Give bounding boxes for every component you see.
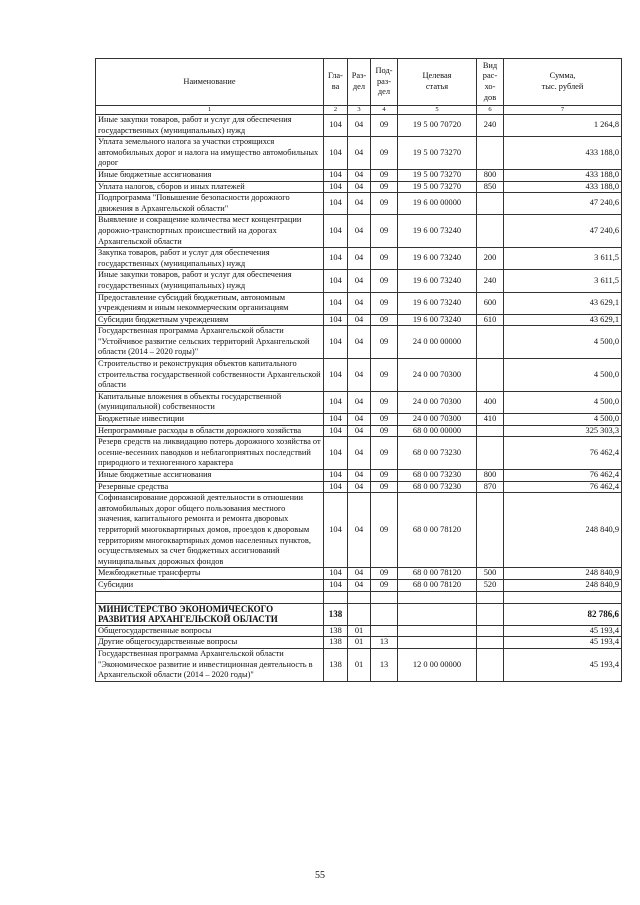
- cell-expense-type: [477, 137, 504, 170]
- header-sum: Сумма, тыс. рублей: [504, 59, 622, 106]
- cell-name: Иные бюджетные ассигнования: [96, 169, 324, 181]
- cell-chapter: 104: [324, 181, 348, 193]
- cell-expense-type: 520: [477, 579, 504, 591]
- cell-section: 01: [348, 637, 371, 649]
- cell-section: 04: [348, 292, 371, 314]
- cell-expense-type: [477, 326, 504, 359]
- cell-subsection: 09: [371, 481, 398, 493]
- cell-chapter: 104: [324, 437, 348, 470]
- cell-chapter: 104: [324, 481, 348, 493]
- cell-target: [398, 591, 477, 603]
- cell-subsection: 09: [371, 248, 398, 270]
- cell-target: 68 0 00 78120: [398, 579, 477, 591]
- cell-subsection: 09: [371, 579, 398, 591]
- cell-name: Строительство и реконструкция объектов капитального строительства государственной собственности Архангельской области: [96, 359, 324, 392]
- cell-name: Резервные средства: [96, 481, 324, 493]
- cell-chapter: 138: [324, 625, 348, 637]
- column-number: 5: [398, 106, 477, 115]
- column-number: 4: [371, 106, 398, 115]
- table-row: [96, 270, 622, 292]
- page-number: 55: [315, 870, 325, 881]
- cell-section: 04: [348, 270, 371, 292]
- column-number: 2: [324, 106, 348, 115]
- cell-chapter: 104: [324, 425, 348, 437]
- cell-section: 04: [348, 314, 371, 326]
- cell-sum: 433 188,0: [504, 169, 622, 181]
- cell-sum: 4 500,0: [504, 414, 622, 426]
- cell-section: 04: [348, 481, 371, 493]
- cell-subsection: 09: [371, 414, 398, 426]
- cell-target: 19 6 00 73240: [398, 314, 477, 326]
- cell-sum: 47 240,6: [504, 215, 622, 248]
- cell-sum: 248 840,9: [504, 493, 622, 568]
- cell-subsection: 09: [371, 314, 398, 326]
- cell-name: Закупка товаров, работ и услуг для обеспечения государственных (муниципальных) нужд: [96, 248, 324, 270]
- cell-section: 04: [348, 493, 371, 568]
- table-row: [96, 470, 622, 482]
- cell-expense-type: [477, 437, 504, 470]
- cell-expense-type: [477, 591, 504, 603]
- cell-section: 04: [348, 181, 371, 193]
- cell-sum: 76 462,4: [504, 470, 622, 482]
- table-row: [96, 591, 622, 603]
- cell-subsection: 13: [371, 648, 398, 681]
- table-row: [96, 603, 622, 625]
- header-name: Наименование: [96, 59, 324, 106]
- cell-sum: 248 840,9: [504, 568, 622, 580]
- cell-target: [398, 625, 477, 637]
- cell-name: Иные закупки товаров, работ и услуг для обеспечения государственных (муниципальных) нужд: [96, 115, 324, 137]
- cell-expense-type: [477, 625, 504, 637]
- cell-target: 68 0 00 73230: [398, 437, 477, 470]
- table-row: [96, 648, 622, 681]
- cell-expense-type: 850: [477, 181, 504, 193]
- table-row: [96, 568, 622, 580]
- cell-name: [96, 591, 324, 603]
- cell-chapter: 104: [324, 169, 348, 181]
- cell-subsection: 09: [371, 568, 398, 580]
- cell-subsection: 09: [371, 359, 398, 392]
- cell-target: 24 0 00 70300: [398, 414, 477, 426]
- cell-sum: 3 611,5: [504, 248, 622, 270]
- cell-subsection: 09: [371, 470, 398, 482]
- budget-document: [95, 58, 621, 682]
- header-section: Раз- дел: [348, 59, 371, 106]
- table-row: [96, 437, 622, 470]
- cell-subsection: 09: [371, 437, 398, 470]
- cell-target: 68 0 00 73230: [398, 481, 477, 493]
- cell-expense-type: 240: [477, 270, 504, 292]
- cell-name: Межбюджетные трансферты: [96, 568, 324, 580]
- header-chapter: Гла- ва: [324, 59, 348, 106]
- cell-expense-type: [477, 648, 504, 681]
- cell-subsection: 09: [371, 193, 398, 215]
- cell-section: 04: [348, 470, 371, 482]
- column-number-row: [96, 106, 622, 115]
- cell-sum: 45 193,4: [504, 637, 622, 649]
- table-header-row: [96, 59, 622, 106]
- cell-target: 68 0 00 78120: [398, 493, 477, 568]
- table-row: [96, 292, 622, 314]
- table-row: [96, 637, 622, 649]
- cell-target: 19 6 00 73240: [398, 215, 477, 248]
- cell-name: Государственная программа Архангельской области "Экономическое развитие и инвестиционная деятельность в Архангельской области (2014 – 2020 годы)": [96, 648, 324, 681]
- table-row: [96, 425, 622, 437]
- header-subsection: Под- раз- дел: [371, 59, 398, 106]
- cell-name: Выявление и сокращение количества мест концентрации дорожно-транспортных происшествий на дорогах Архангельской области: [96, 215, 324, 248]
- cell-name: Бюджетные инвестиции: [96, 414, 324, 426]
- cell-expense-type: 800: [477, 470, 504, 482]
- cell-section: 04: [348, 391, 371, 413]
- cell-name: Уплата налогов, сборов и иных платежей: [96, 181, 324, 193]
- table-row: [96, 326, 622, 359]
- cell-name: Иные закупки товаров, работ и услуг для обеспечения государственных (муниципальных) нужд: [96, 270, 324, 292]
- cell-target: 19 6 00 73240: [398, 270, 477, 292]
- cell-subsection: [371, 591, 398, 603]
- cell-subsection: 09: [371, 215, 398, 248]
- cell-chapter: 104: [324, 414, 348, 426]
- cell-target: 19 6 00 73240: [398, 248, 477, 270]
- cell-chapter: 104: [324, 391, 348, 413]
- cell-sum: [504, 591, 622, 603]
- cell-sum: 248 840,9: [504, 579, 622, 591]
- cell-name: Субсидии бюджетным учреждениям: [96, 314, 324, 326]
- cell-sum: 82 786,6: [504, 603, 622, 625]
- cell-chapter: 104: [324, 493, 348, 568]
- table-row: [96, 193, 622, 215]
- column-number: 1: [96, 106, 324, 115]
- cell-sum: 433 188,0: [504, 181, 622, 193]
- cell-chapter: 104: [324, 470, 348, 482]
- cell-chapter: 138: [324, 637, 348, 649]
- cell-target: 68 0 00 73230: [398, 470, 477, 482]
- cell-subsection: 09: [371, 292, 398, 314]
- cell-section: 04: [348, 425, 371, 437]
- cell-expense-type: 410: [477, 414, 504, 426]
- table-row: [96, 215, 622, 248]
- cell-name: Другие общегосударственные вопросы: [96, 637, 324, 649]
- cell-section: 01: [348, 625, 371, 637]
- cell-sum: 76 462,4: [504, 481, 622, 493]
- cell-target: 19 5 00 73270: [398, 137, 477, 170]
- cell-sum: 4 500,0: [504, 359, 622, 392]
- table-row: [96, 391, 622, 413]
- cell-expense-type: 500: [477, 568, 504, 580]
- cell-sum: 325 303,3: [504, 425, 622, 437]
- column-number: 6: [477, 106, 504, 115]
- cell-name: Подпрограмма "Повышение безопасности дорожного движения в Архангельской области": [96, 193, 324, 215]
- column-number: 7: [504, 106, 622, 115]
- cell-section: 04: [348, 193, 371, 215]
- cell-chapter: 104: [324, 359, 348, 392]
- cell-subsection: 09: [371, 425, 398, 437]
- cell-subsection: 09: [371, 326, 398, 359]
- cell-chapter: 104: [324, 326, 348, 359]
- cell-section: 04: [348, 248, 371, 270]
- cell-subsection: [371, 625, 398, 637]
- cell-chapter: 104: [324, 137, 348, 170]
- cell-section: 04: [348, 326, 371, 359]
- cell-section: [348, 591, 371, 603]
- cell-subsection: 09: [371, 493, 398, 568]
- cell-chapter: 104: [324, 292, 348, 314]
- cell-chapter: 104: [324, 568, 348, 580]
- cell-subsection: 09: [371, 137, 398, 170]
- cell-chapter: 138: [324, 648, 348, 681]
- column-number: 3: [348, 106, 371, 115]
- cell-chapter: 104: [324, 215, 348, 248]
- cell-target: [398, 603, 477, 625]
- budget-table: [95, 58, 622, 682]
- cell-name: МИНИСТЕРСТВО ЭКОНОМИЧЕСКОГО РАЗВИТИЯ АРХАНГЕЛЬСКОЙ ОБЛАСТИ: [96, 603, 324, 625]
- cell-target: 12 0 00 00000: [398, 648, 477, 681]
- table-row: [96, 359, 622, 392]
- cell-expense-type: 610: [477, 314, 504, 326]
- cell-section: 04: [348, 137, 371, 170]
- cell-expense-type: 240: [477, 115, 504, 137]
- cell-sum: 43 629,1: [504, 314, 622, 326]
- header-target: Целевая статья: [398, 59, 477, 106]
- cell-sum: 433 188,0: [504, 137, 622, 170]
- cell-chapter: 104: [324, 579, 348, 591]
- table-row: [96, 481, 622, 493]
- cell-subsection: 09: [371, 169, 398, 181]
- cell-target: 68 0 00 00000: [398, 425, 477, 437]
- cell-chapter: [324, 591, 348, 603]
- cell-expense-type: 870: [477, 481, 504, 493]
- cell-name: Резерв средств на ликвидацию потерь дорожного хозяйства от осенне-весенних паводков и неблагоприятных последствий природного и техногенного характера: [96, 437, 324, 470]
- cell-section: 04: [348, 359, 371, 392]
- cell-subsection: 09: [371, 391, 398, 413]
- cell-subsection: [371, 603, 398, 625]
- cell-target: [398, 637, 477, 649]
- cell-section: 04: [348, 414, 371, 426]
- table-row: [96, 115, 622, 137]
- cell-chapter: 104: [324, 270, 348, 292]
- cell-target: 24 0 00 70300: [398, 359, 477, 392]
- cell-sum: 47 240,6: [504, 193, 622, 215]
- table-row: [96, 625, 622, 637]
- cell-sum: 4 500,0: [504, 391, 622, 413]
- cell-section: 01: [348, 648, 371, 681]
- cell-target: 68 0 00 78120: [398, 568, 477, 580]
- cell-chapter: 104: [324, 115, 348, 137]
- cell-sum: 43 629,1: [504, 292, 622, 314]
- cell-target: 24 0 00 70300: [398, 391, 477, 413]
- cell-sum: 45 193,4: [504, 648, 622, 681]
- cell-expense-type: [477, 603, 504, 625]
- cell-section: 04: [348, 215, 371, 248]
- cell-target: 19 5 00 73270: [398, 169, 477, 181]
- cell-sum: 4 500,0: [504, 326, 622, 359]
- cell-subsection: 09: [371, 115, 398, 137]
- cell-expense-type: 600: [477, 292, 504, 314]
- table-row: [96, 414, 622, 426]
- cell-expense-type: [477, 425, 504, 437]
- cell-name: Государственная программа Архангельской области "Устойчивое развитие сельских территорий Архангельской области (2014 – 2020 годы)": [96, 326, 324, 359]
- cell-target: 19 5 00 70720: [398, 115, 477, 137]
- cell-chapter: 138: [324, 603, 348, 625]
- cell-expense-type: [477, 359, 504, 392]
- cell-name: Непрограммные расходы в области дорожного хозяйства: [96, 425, 324, 437]
- table-row: [96, 493, 622, 568]
- cell-chapter: 104: [324, 193, 348, 215]
- cell-name: Уплата земельного налога за участки строящихся автомобильных дорог и налога на имущество автомобильных дорог: [96, 137, 324, 170]
- cell-expense-type: 400: [477, 391, 504, 413]
- cell-expense-type: [477, 193, 504, 215]
- cell-section: 04: [348, 169, 371, 181]
- header-expense-type: Вид рас- хо- дов: [477, 59, 504, 106]
- table-row: [96, 248, 622, 270]
- table-row: [96, 579, 622, 591]
- cell-sum: 76 462,4: [504, 437, 622, 470]
- table-row: [96, 181, 622, 193]
- cell-expense-type: 800: [477, 169, 504, 181]
- cell-section: 04: [348, 568, 371, 580]
- cell-expense-type: [477, 215, 504, 248]
- cell-subsection: 13: [371, 637, 398, 649]
- cell-name: Софинансирование дорожной деятельности в отношении автомобильных дорог общего пользования местного значения, капитального ремонта и ремонта дворовых территорий многоквартирных домов, проездов к дворовым территориям многоквартирных домов населенных пунктов, осуществляемых за счет бюджетных ассигнований муниципальных дорожных фондов: [96, 493, 324, 568]
- cell-expense-type: [477, 637, 504, 649]
- cell-sum: 3 611,5: [504, 270, 622, 292]
- table-row: [96, 137, 622, 170]
- table-body: [96, 115, 622, 682]
- cell-name: Субсидии: [96, 579, 324, 591]
- cell-expense-type: [477, 493, 504, 568]
- cell-target: 19 5 00 73270: [398, 181, 477, 193]
- cell-section: 04: [348, 579, 371, 591]
- cell-chapter: 104: [324, 248, 348, 270]
- cell-expense-type: 200: [477, 248, 504, 270]
- cell-target: 19 6 00 73240: [398, 292, 477, 314]
- cell-chapter: 104: [324, 314, 348, 326]
- cell-sum: 1 264,8: [504, 115, 622, 137]
- cell-subsection: 09: [371, 270, 398, 292]
- cell-target: 24 0 00 00000: [398, 326, 477, 359]
- cell-sum: 45 193,4: [504, 625, 622, 637]
- table-row: [96, 314, 622, 326]
- cell-section: 04: [348, 115, 371, 137]
- cell-name: Иные бюджетные ассигнования: [96, 470, 324, 482]
- cell-name: Капитальные вложения в объекты государственной (муниципальной) собственности: [96, 391, 324, 413]
- cell-section: [348, 603, 371, 625]
- cell-target: 19 6 00 00000: [398, 193, 477, 215]
- cell-name: Предоставление субсидий бюджетным, автономным учреждениям и иным некоммерческим организациям: [96, 292, 324, 314]
- cell-subsection: 09: [371, 181, 398, 193]
- cell-name: Общегосударственные вопросы: [96, 625, 324, 637]
- cell-section: 04: [348, 437, 371, 470]
- table-row: [96, 169, 622, 181]
